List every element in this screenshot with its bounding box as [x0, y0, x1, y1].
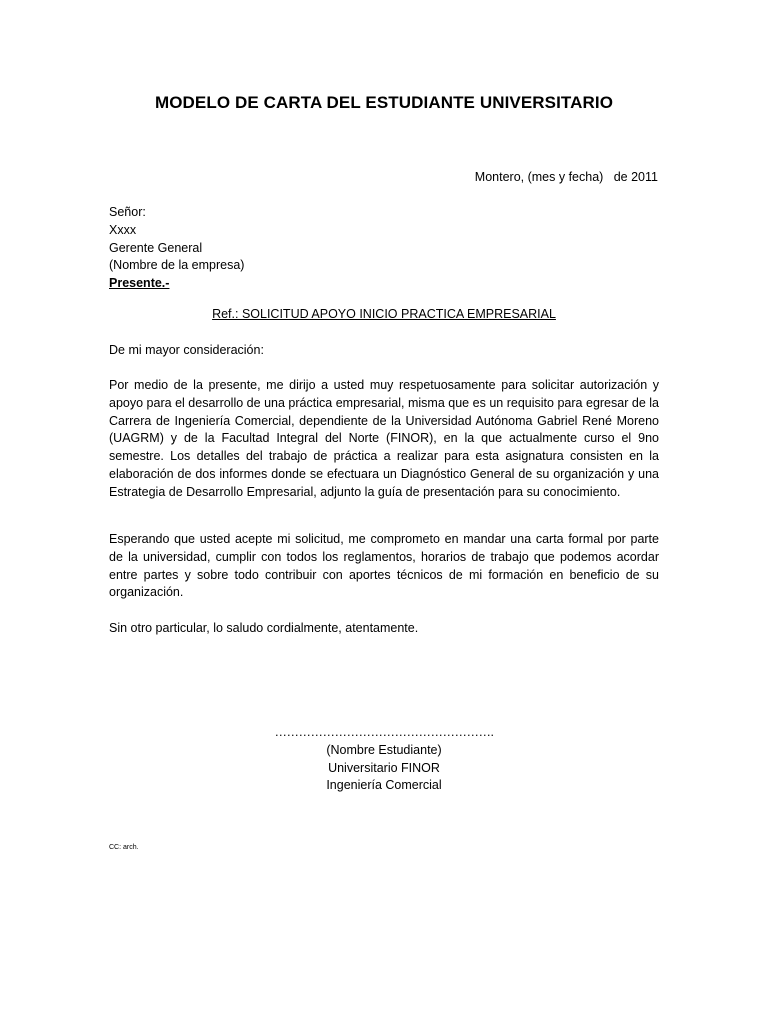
date-line: Montero, (mes y fecha) de 2011 [474, 170, 658, 184]
signer-role: Universitario FINOR [328, 760, 440, 775]
signer-name: (Nombre Estudiante) [326, 742, 442, 757]
closing-line: Sin otro particular, lo saludo cordialmente, atentamente. [109, 621, 419, 635]
document-title: MODELO DE CARTA DEL ESTUDIANTE UNIVERSITARIO [154, 93, 614, 112]
body-paragraph-2: Esperando que usted acepte mi solicitud, me comprometo en mandar una carta formal por parte de la universidad, cumplir con todos los reglamentos, horarios de trabajo que podemos acordar entre partes y sobre todo contribuir con aportes técnicos de mi formación en beneficio de su organización. [109, 532, 659, 600]
body-paragraph-1: Por medio de la presente, me dirijo a usted muy respetuosamente para solicitar autorización y apoyo para el desarrollo de una práctica empresarial, misma que es un requisito para egresar de la Carrera de Ingeniería Comercial, dependiente de la Universidad Autónoma Gabriel René Moreno (UAGRM) y de la Facultad Integral del Norte (FINOR), en la que actualmente curso el 9no semestre. Los detalles del trabajo de práctica a realizar para esta asignatura consisten en la elaboración de dos informes donde se efectuara un Diagnóstico General de su organización y una Estrategia de Desarrollo Empresarial, adjunto la guía de presentación para su conocimiento. [109, 378, 659, 499]
signature-line: ………………………………………………. [274, 725, 494, 739]
cc-note: CC: arch. [109, 844, 139, 851]
greeting: De mi mayor consideración: [109, 343, 264, 357]
addressee-position: Gerente General [109, 240, 203, 255]
salutation: Señor: [109, 205, 146, 219]
presente-label: Presente.- [109, 276, 170, 291]
addressee-name: Xxxx [109, 222, 137, 237]
signature-block [0, 724, 768, 795]
addressee-block [109, 204, 244, 293]
addressee-company: (Nombre de la empresa) [109, 258, 245, 273]
signer-career: Ingeniería Comercial [326, 778, 442, 793]
reference-line: Ref.: SOLICITUD APOYO INICIO PRACTICA EMPRESARIAL [212, 307, 556, 321]
